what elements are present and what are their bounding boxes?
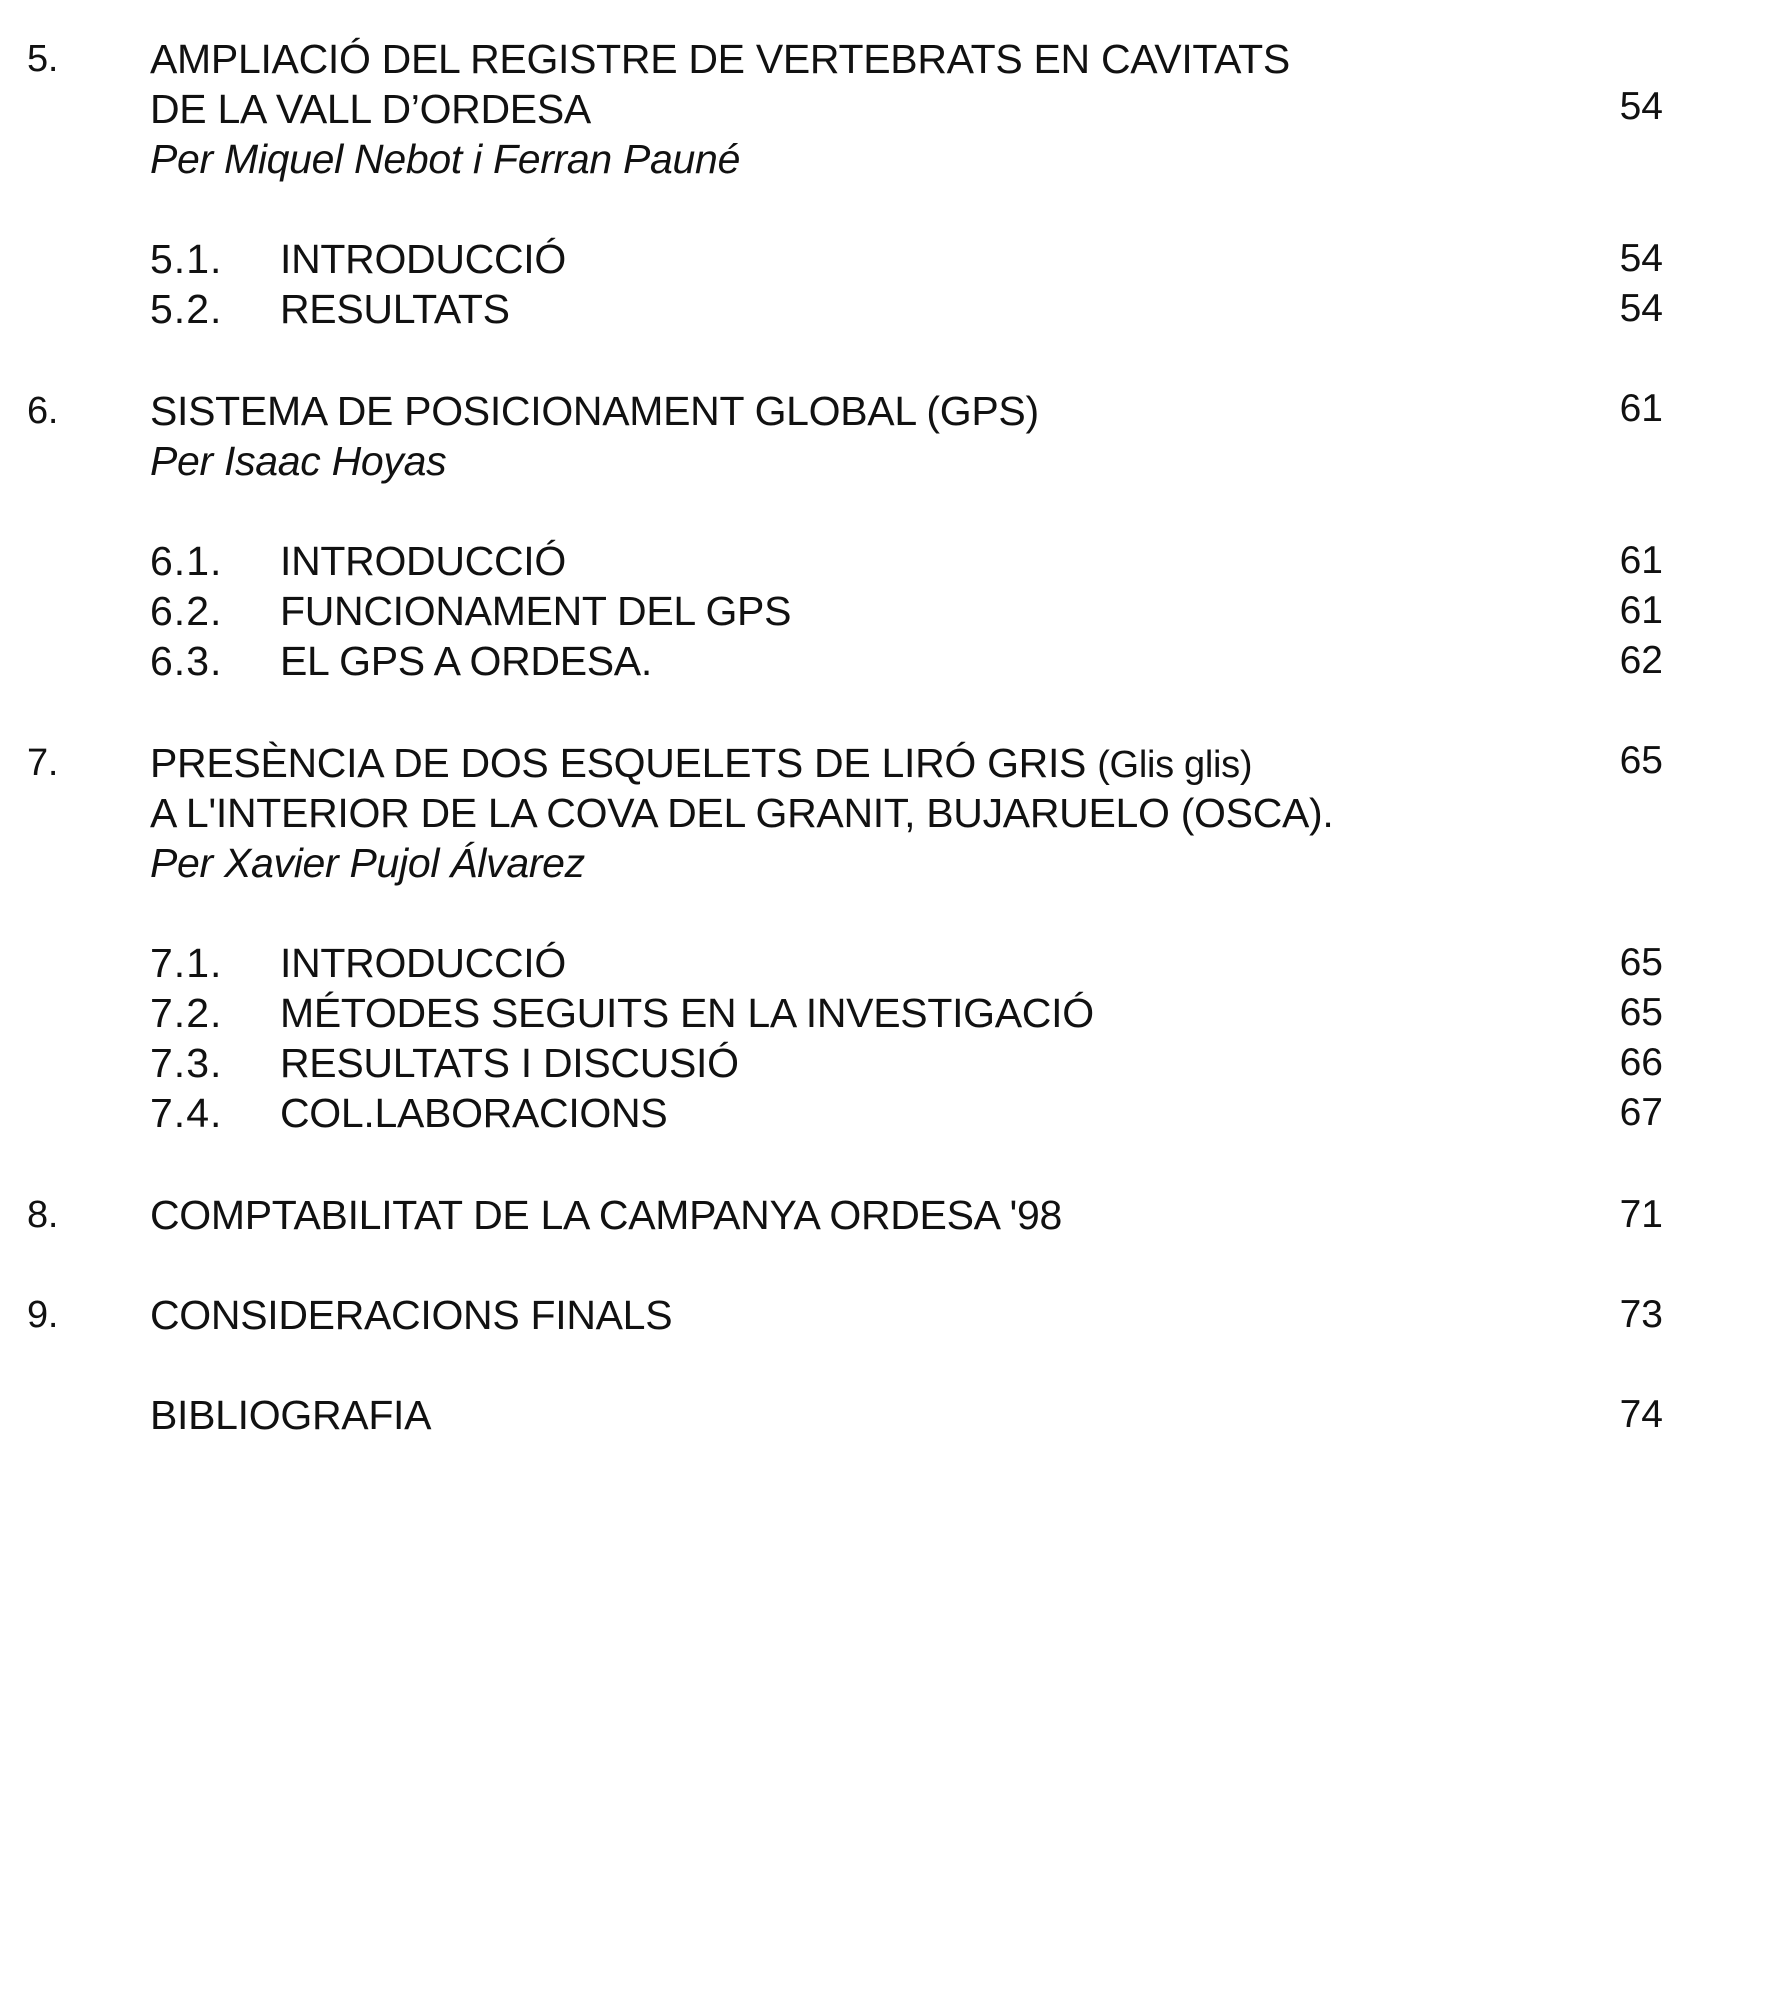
page-number: 54 <box>1619 237 1663 280</box>
section-title: DE LA VALL D’ORDESA <box>150 86 591 132</box>
section-title: AMPLIACIÓ DEL REGISTRE DE VERTEBRATS EN CAVITATS <box>150 36 1290 82</box>
section-title-main: PRESÈNCIA DE DOS ESQUELETS DE LIRÓ GRIS <box>150 740 1087 786</box>
bibliography-title: BIBLIOGRAFIA <box>150 1392 432 1438</box>
subsection-title: EL GPS A ORDESA. <box>280 638 652 684</box>
page-number: 71 <box>1619 1193 1663 1236</box>
subsection-title: INTRODUCCIÓ <box>280 940 566 986</box>
page-number: 54 <box>1619 85 1663 128</box>
page-number: 54 <box>1619 287 1663 330</box>
page-number: 66 <box>1619 1041 1663 1084</box>
section-author: Per Miquel Nebot i Ferran Pauné <box>150 136 741 182</box>
subsection-number: 7.2. <box>150 990 223 1036</box>
section-title: A L'INTERIOR DE LA COVA DEL GRANIT, BUJARUELO (OSCA). <box>150 790 1334 836</box>
subsection-number: 5.2. <box>150 286 223 332</box>
section-title: SISTEMA DE POSICIONAMENT GLOBAL (GPS) <box>150 388 1039 434</box>
subsection-number: 7.3. <box>150 1040 223 1086</box>
section-number: 8. <box>27 1194 59 1236</box>
subsection-title: MÉTODES SEGUITS EN LA INVESTIGACIÓ <box>280 990 1094 1036</box>
section-title: COMPTABILITAT DE LA CAMPANYA ORDESA '98 <box>150 1192 1063 1238</box>
subsection-title: COL.LABORACIONS <box>280 1090 668 1136</box>
subsection-number: 6.3. <box>150 638 223 684</box>
section-title <box>150 738 1252 790</box>
page-number: 62 <box>1619 639 1663 682</box>
subsection-number: 7.4. <box>150 1090 223 1136</box>
subsection-number: 5.1. <box>150 236 223 282</box>
section-author: Per Xavier Pujol Álvarez <box>150 840 585 886</box>
page-number: 74 <box>1619 1393 1663 1436</box>
section-number: 6. <box>27 390 59 432</box>
subsection-title: INTRODUCCIÓ <box>280 538 566 584</box>
section-number: 5. <box>27 38 59 80</box>
page-number: 67 <box>1619 1091 1663 1134</box>
page-number: 61 <box>1619 387 1663 430</box>
subsection-title: FUNCIONAMENT DEL GPS <box>280 588 792 634</box>
subsection-number: 6.1. <box>150 538 223 584</box>
page-number: 65 <box>1619 941 1663 984</box>
page-number: 65 <box>1619 991 1663 1034</box>
subsection-title: RESULTATS <box>280 286 510 332</box>
subsection-number: 7.1. <box>150 940 223 986</box>
page-number: 65 <box>1619 739 1663 782</box>
section-number: 9. <box>27 1294 59 1336</box>
subsection-title: INTRODUCCIÓ <box>280 236 566 282</box>
section-author: Per Isaac Hoyas <box>150 438 447 484</box>
subsection-number: 6.2. <box>150 588 223 634</box>
subsection-title: RESULTATS I DISCUSIÓ <box>280 1040 739 1086</box>
section-title: CONSIDERACIONS FINALS <box>150 1292 673 1338</box>
section-number: 7. <box>27 742 59 784</box>
page-number: 61 <box>1619 539 1663 582</box>
scientific-name: (Glis glis) <box>1097 744 1253 786</box>
page-number: 61 <box>1619 589 1663 632</box>
page-number: 73 <box>1619 1293 1663 1336</box>
